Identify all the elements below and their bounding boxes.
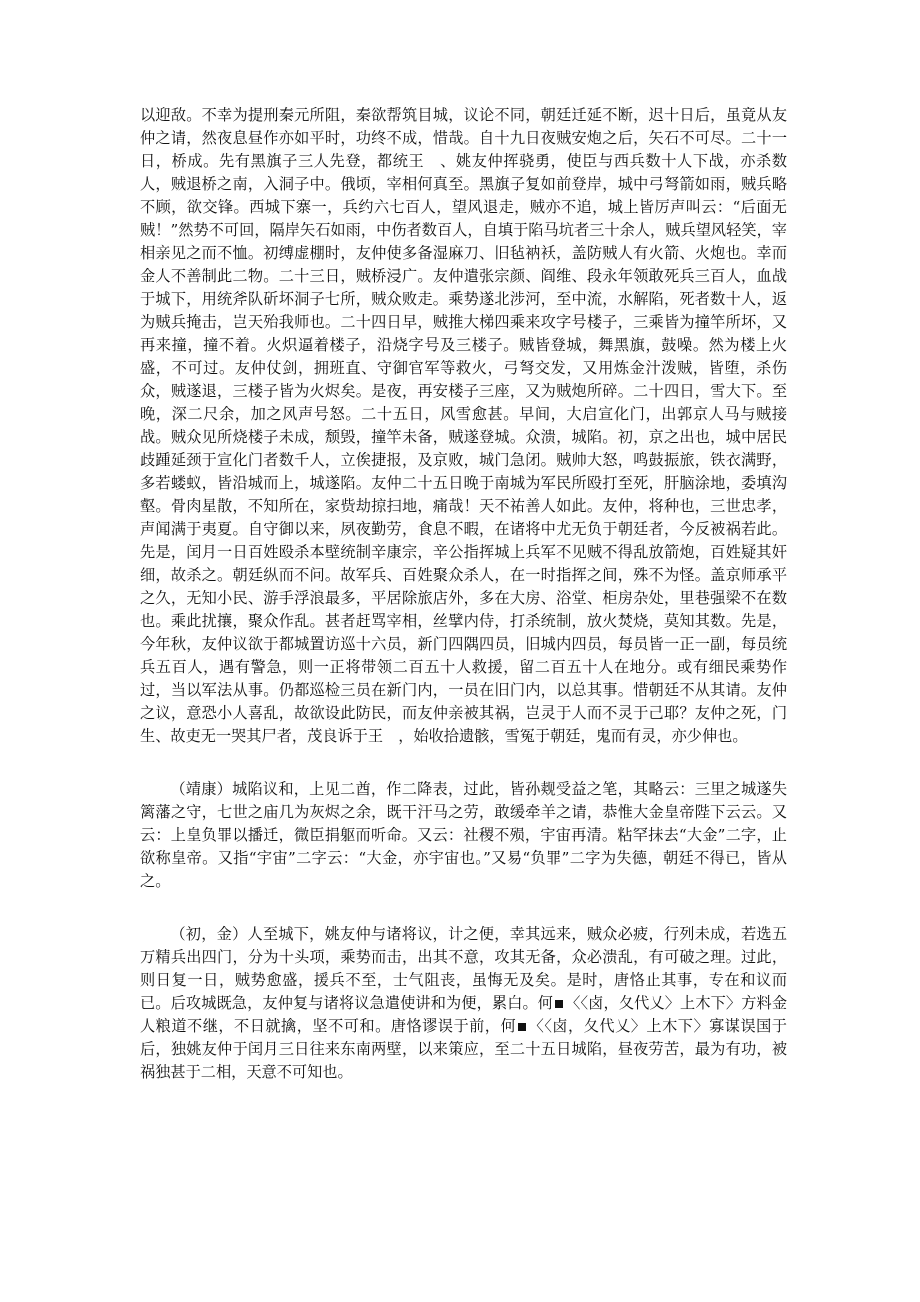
missing-character-square-icon xyxy=(518,1023,526,1031)
text-segment: 〈〈卤，夂代乂〉上木下〉寡谋误国于后，独姚友仲于闰月三日往来东南两壁，以来策应，至二十五日城陷，昼夜劳苦，最为有功，被祸独甚于二相，天意不可知也。 xyxy=(140,1017,787,1081)
paragraph-siege-account: 以迎敌。不幸为提刑秦元所阻，秦欲帮筑目城，议论不同，朝廷迁延不断，迟十日后，虽竟从友仲之请，然夜息昼作亦如平时，功终不成，惜哉。自十九日夜贼安炮之后，矢石不可尽。二十一日，桥成。先有黑旗子三人先登，都统王 、姚友仲挥骁勇，使臣与西兵数十人下战，亦杀数人，贼退桥之南，入洞子中。俄顷，宰相何真至。黑旗子复如前登岸，城中弓弩箭如雨，贼兵略不顾，欲交锋。西城下寨一，兵约六七百人，望风退走，贼亦不追，城上皆厉声叫云：“后面无贼！”然势不可回，隔岸矢石如雨，中伤者数百人，自填于陷马坑者三十余人，贼兵望风轻笑，宰相亲见之而不恤。初缚虚棚时，友仲使多备湿麻刀、旧毡衲袄，盖防贼人有火箭、火炮也。幸而金人不善制此二物。二十三日，贼桥浸广。友仲遣张宗颜、阎维、段永年领敢死兵三百人，血战于城下，用统斧队斫坏洞子七所，贼众败走。乘势遂北涉河，至中流，水解陷，死者数十人，返为贼兵掩击，岂天殆我师也。二十四日早，贼推大梯四乘来攻字号楼子，三乘皆为撞竿所坏，又再来撞，撞不着。火炽逼着楼子，沿烧字号及三楼子。贼皆登城，舞黑旗，鼓噪。然为楼上火盛，不可过。友仲仗剑，拥班直、守御官军等救火，弓弩交发，又用炼金汁泼贼，皆堕，杀伤众，贼遂退，三楼子皆为火烬矣。是夜，再安楼子三座，又为贼炮所碎。二十四日，雪大下。至晚，深二尺余，加之风声号怒。二十五日，风雪愈甚。早间，大启宣化门，出郭京人马与贼接战。贼众见所烧楼子未成，颓毁，撞竿未备，贼遂登城。众溃，城陷。初，京之出也，城中居民歧踵延颈于宣化门者数千人，立俟捷报，及京败，城门急闭。贼帅大怒，鸣鼓振旅，铁衣满野，多若蝼蚁，皆沿城而上，城遂陷。友仲二十五日晚于南城为军民所殴打至死，肝脑涂地，委填沟壑。骨肉星散，不知所在，家赀劫掠扫地，痛哉！天不祐善人如此。友仲，将种也，三世忠孝，声闻满于夷夏。自守御以来，夙夜勤劳，食息不暇，在诸将中尤无负于朝廷者，今反被祸若此。先是，闰月一日百姓殴杀本壁统制辛康宗，辛公指挥城上兵军不见贼不得乱放箭炮，百姓疑其奸细，故杀之。朝廷纵而不问。故军兵、百姓聚众杀人，在一时指挥之间，殊不为怪。盖京师承平之久，无知小民、游手浮浪最多，平居除旅店外，多在大房、浴堂、柜房杂处，里巷强梁不在数也。乘此扰攘，聚众作乱。甚者赶骂宰相，丝擘内侍，打杀统制，放火焚烧，莫知其数。先是，今年秋，友仲议欲于都城置访巡十六员，新门四隅四员，旧城内四员，每员皆一正一副，每员统兵五百人，遇有警急，则一正将带领二百五十人救援，留二百五十人在地分。或有细民乘势作过，当以军法从事。仍都巡检三员在新门内，一员在旧门内，以总其事。惜朝廷不从其请。友仲之议，意恐小人喜乱，故欲设此防民，而友仲亲被其祸，岂灵于人而不灵于己耶？友仲之死，门生、故吏无一哭其尸者，茂良诉于王 ，始收拾遗骸，雪冤于朝廷，鬼而有灵，亦少伸也。 xyxy=(140,106,787,745)
paragraph-spacer xyxy=(140,893,787,923)
text-segment: 〈〈卤，夂代乂〉上木下〉方料金人粮道不继，不日就擒，坚不可和。唐恪谬误于前，何 xyxy=(140,994,788,1035)
paragraph-surrender-memorial: （靖康）城陷议和，上见二酋，作二降表，过此，皆孙觌受益之笔，其略云：三里之城遂失篱藩之守，七世之庙几为灰烬之余，既干汗马之劳，敢缓牵羊之请，恭惟大金皇帝陛下云云。又云：上皇负罪以播迁，微臣捐躯而听命。又云：社稷不殒，宇宙再清。粘罕抹去“大金”二字，止欲称皇帝。又指“宇宙”二字云：“大金，亦宇宙也。”又易“负罪”二字为失德，朝廷不得已，皆从之。 xyxy=(140,780,787,890)
document-page xyxy=(140,104,787,1084)
text-segment: （初，金）人至城下，姚友仲与诸将议，计之便，幸其远来，贼众必疲，行列未成，若选五万精兵出四门，分为十头项，乘势而击，出其不意，攻其无备，众必溃乱，有可破之理。过此，则日复一日，贼势愈盛，援兵不至，士气阻丧，虽悔无及矣。是时，唐恪止其事，专在和议而已。后攻城既急，友仲复与诸将议急遣使讲和为便，累白。何 xyxy=(140,925,787,1012)
paragraph-spacer xyxy=(140,748,787,778)
paragraph-yao-youzhong-strategy xyxy=(140,923,787,1084)
missing-character-square-icon xyxy=(555,1000,563,1008)
